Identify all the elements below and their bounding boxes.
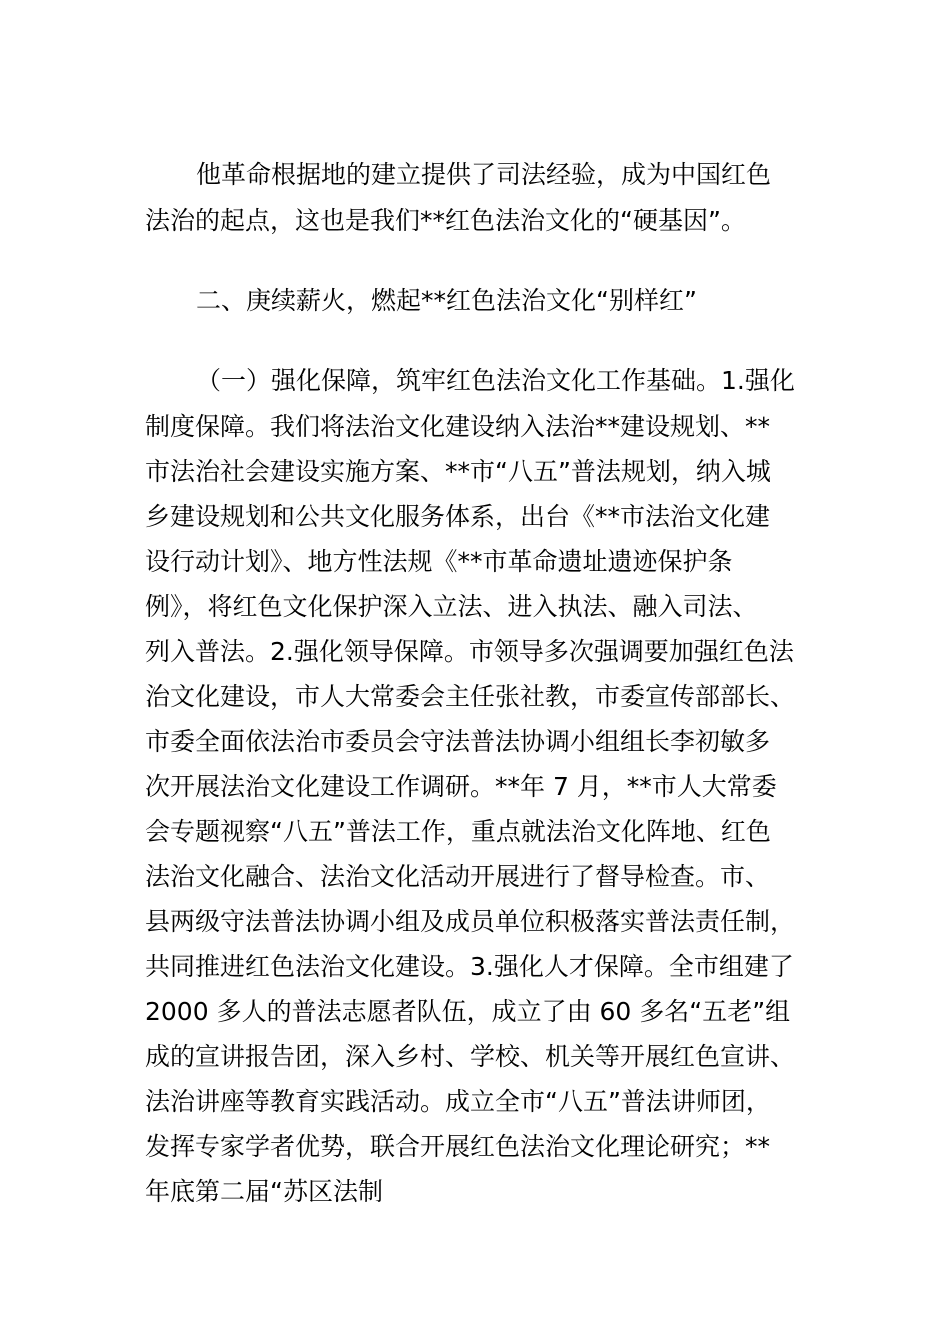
paragraph-line: 成的宣讲报告团，深入乡村、学校、机关等开展红色宣讲、	[145, 1042, 796, 1071]
paragraph-line: 法治的起点，这也是我们**红色法治文化的“硬基因”。	[145, 206, 746, 235]
paragraph-line: 治文化建设，市人大常委会主任张社教，市委宣传部部长、	[145, 682, 796, 711]
paragraph-line: 2000 多人的普法志愿者队伍，成立了由 60 多名“五老”组	[145, 997, 791, 1026]
paragraph-line: 列入普法。2.强化领导保障。市领导多次强调要加强红色法	[145, 637, 794, 666]
paragraph-line: 市委全面依法治市委员会守法普法协调小组组长李初敏多	[145, 727, 771, 756]
paragraph-line: 次开展法治文化建设工作调研。**年 7 月，**市人大常委	[145, 772, 777, 801]
section-heading: 二、庚续薪火，燃起**红色法治文化“别样红”	[196, 286, 697, 315]
paragraph-line: 共同推进红色法治文化建设。3.强化人才保障。全市组建了	[145, 952, 794, 981]
paragraph-line: 他革命根据地的建立提供了司法经验，成为中国红色	[196, 160, 772, 189]
paragraph-line: 法治文化融合、法治文化活动开展进行了督导检查。市、	[145, 862, 771, 891]
paragraph-line: 乡建设规划和公共文化服务体系，出台《**市法治文化建	[145, 502, 771, 531]
paragraph-line: 发挥专家学者优势，联合开展红色法治文化理论研究；**	[145, 1132, 771, 1161]
paragraph-line: 会专题视察“八五”普法工作，重点就法治文化阵地、红色	[145, 817, 771, 846]
paragraph-line: 设行动计划》、地方性法规《**市革命遗址遗迹保护条	[145, 547, 733, 576]
paragraph-line: 市法治社会建设实施方案、**市“八五”普法规划，纳入城	[145, 457, 771, 486]
paragraph-line: 制度保障。我们将法治文化建设纳入法治**建设规划、**	[145, 412, 771, 441]
paragraph-line: （一）强化保障，筑牢红色法治文化工作基础。1.强化	[196, 366, 795, 395]
paragraph-line: 法治讲座等教育实践活动。成立全市“八五”普法讲师团，	[145, 1087, 771, 1116]
paragraph-line: 年底第二届“苏区法制	[145, 1177, 383, 1206]
paragraph-line: 县两级守法普法协调小组及成员单位积极落实普法责任制，	[145, 907, 796, 936]
paragraph-line: 例》，将红色文化保护深入立法、进入执法、融入司法、	[145, 592, 758, 621]
